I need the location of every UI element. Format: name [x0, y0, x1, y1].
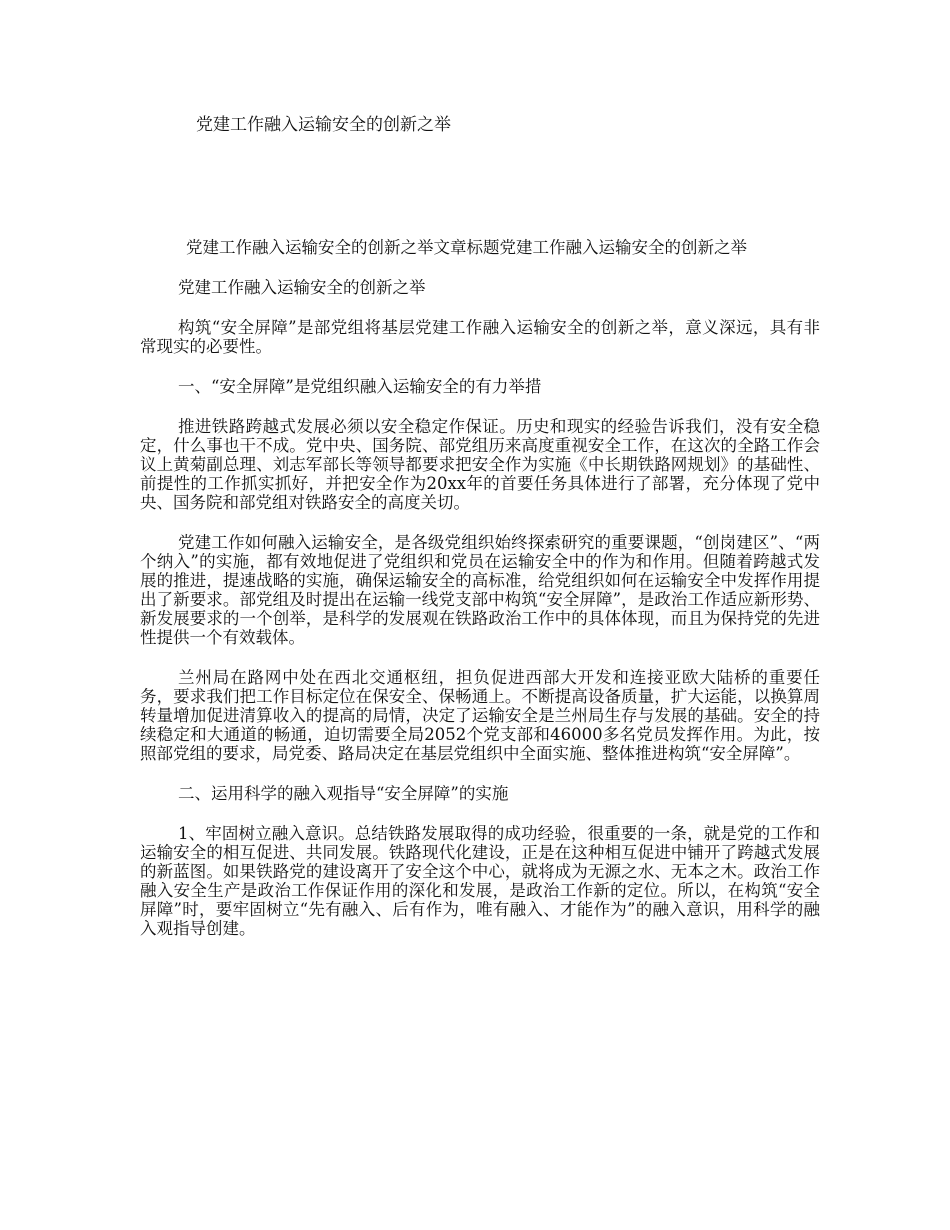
document-body [140, 238, 820, 959]
section-heading-1: 一、“安全屏障”是党组织融入运输安全的有力举措 [178, 377, 542, 396]
paragraph-integration-awareness: 1、牢固树立融入意识。总结铁路发展取得的成功经验，很重要的一条，就是党的工作和运输安全的相互促进、共同发展。铁路现代化建设，正是在这种相互促进中铺开了跨越式发展的新蓝图。如果铁路党的建设离开了安全这个中心，就将成为无源之水、无本之木。政治工作融入安全生产是政治工作保证作用的深化和发展，是政治工作新的定位。所以，在构筑“安全屏障”时，要牢固树立“先有融入、后有作为，唯有融入、才能作为”的融入意识，用科学的融入观指导创建。 [140, 824, 820, 938]
paragraph-lanzhou-bureau: 兰州局在路网中处在西北交通枢纽，担负促进西部大开发和连接亚欧大陆桥的重要任务，要求我们把工作目标定位在保安全、保畅通上。不断提高设备质量，扩大运能，以换算周转量增加促进清算收入的提高的局情，决定了运输安全是兰州局生存与发展的基础。安全的持续稳定和大通道的畅通，迫切需要全局2052个党支部和46000多名党员发挥作用。为此，按照部党组的要求，局党委、路局决定在基层党组织中全面实施、整体推进构筑“安全屏障”。 [140, 668, 820, 763]
section-heading-2: 二、运用科学的融入观指导“安全屏障”的实施 [178, 784, 509, 803]
paragraph-party-building: 党建工作如何融入运输安全，是各级党组织始终探索研究的重要课题，“创岗建区”、“两个纳入”的实施，都有效地促进了党组织和党员在运输安全中的作为和作用。但随着跨越式发展的推进，提速战略的实施，确保运输安全的高标准，给党组织如何在运输安全中发挥作用提出了新要求。部党组及时提出在运输一线党支部中构筑“安全屏障”，是政治工作适应新形势、新发展要求的一个创举，是科学的发展观在铁路政治工作中的具体体现，而且为保持党的先进性提供一个有效载体。 [140, 533, 820, 647]
paragraph-overview: 构筑“安全屏障”是部党组将基层党建工作融入运输安全的创新之举，意义深远，具有非常现实的必要性。 [140, 318, 820, 356]
paragraph-safety-guarantee: 推进铁路跨越式发展必须以安全稳定作保证。历史和现实的经验告诉我们，没有安全稳定，什么事也干不成。党中央、国务院、部党组历来高度重视安全工作，在这次的全路工作会议上黄菊副总理、刘志军部长等领导都要求把安全作为实施《中长期铁路网规划》的基础性、前提性的工作抓实抓好，并把安全作为20xx年的首要任务具体进行了部署，充分体现了党中央、国务院和部党组对铁路安全的高度关切。 [140, 417, 820, 512]
paragraph-subtitle: 党建工作融入运输安全的创新之举 [178, 278, 426, 297]
paragraph-intro-title: 党建工作融入运输安全的创新之举文章标题党建工作融入运输安全的创新之举 [186, 238, 747, 257]
document-title: 党建工作融入运输安全的创新之举 [196, 115, 451, 135]
